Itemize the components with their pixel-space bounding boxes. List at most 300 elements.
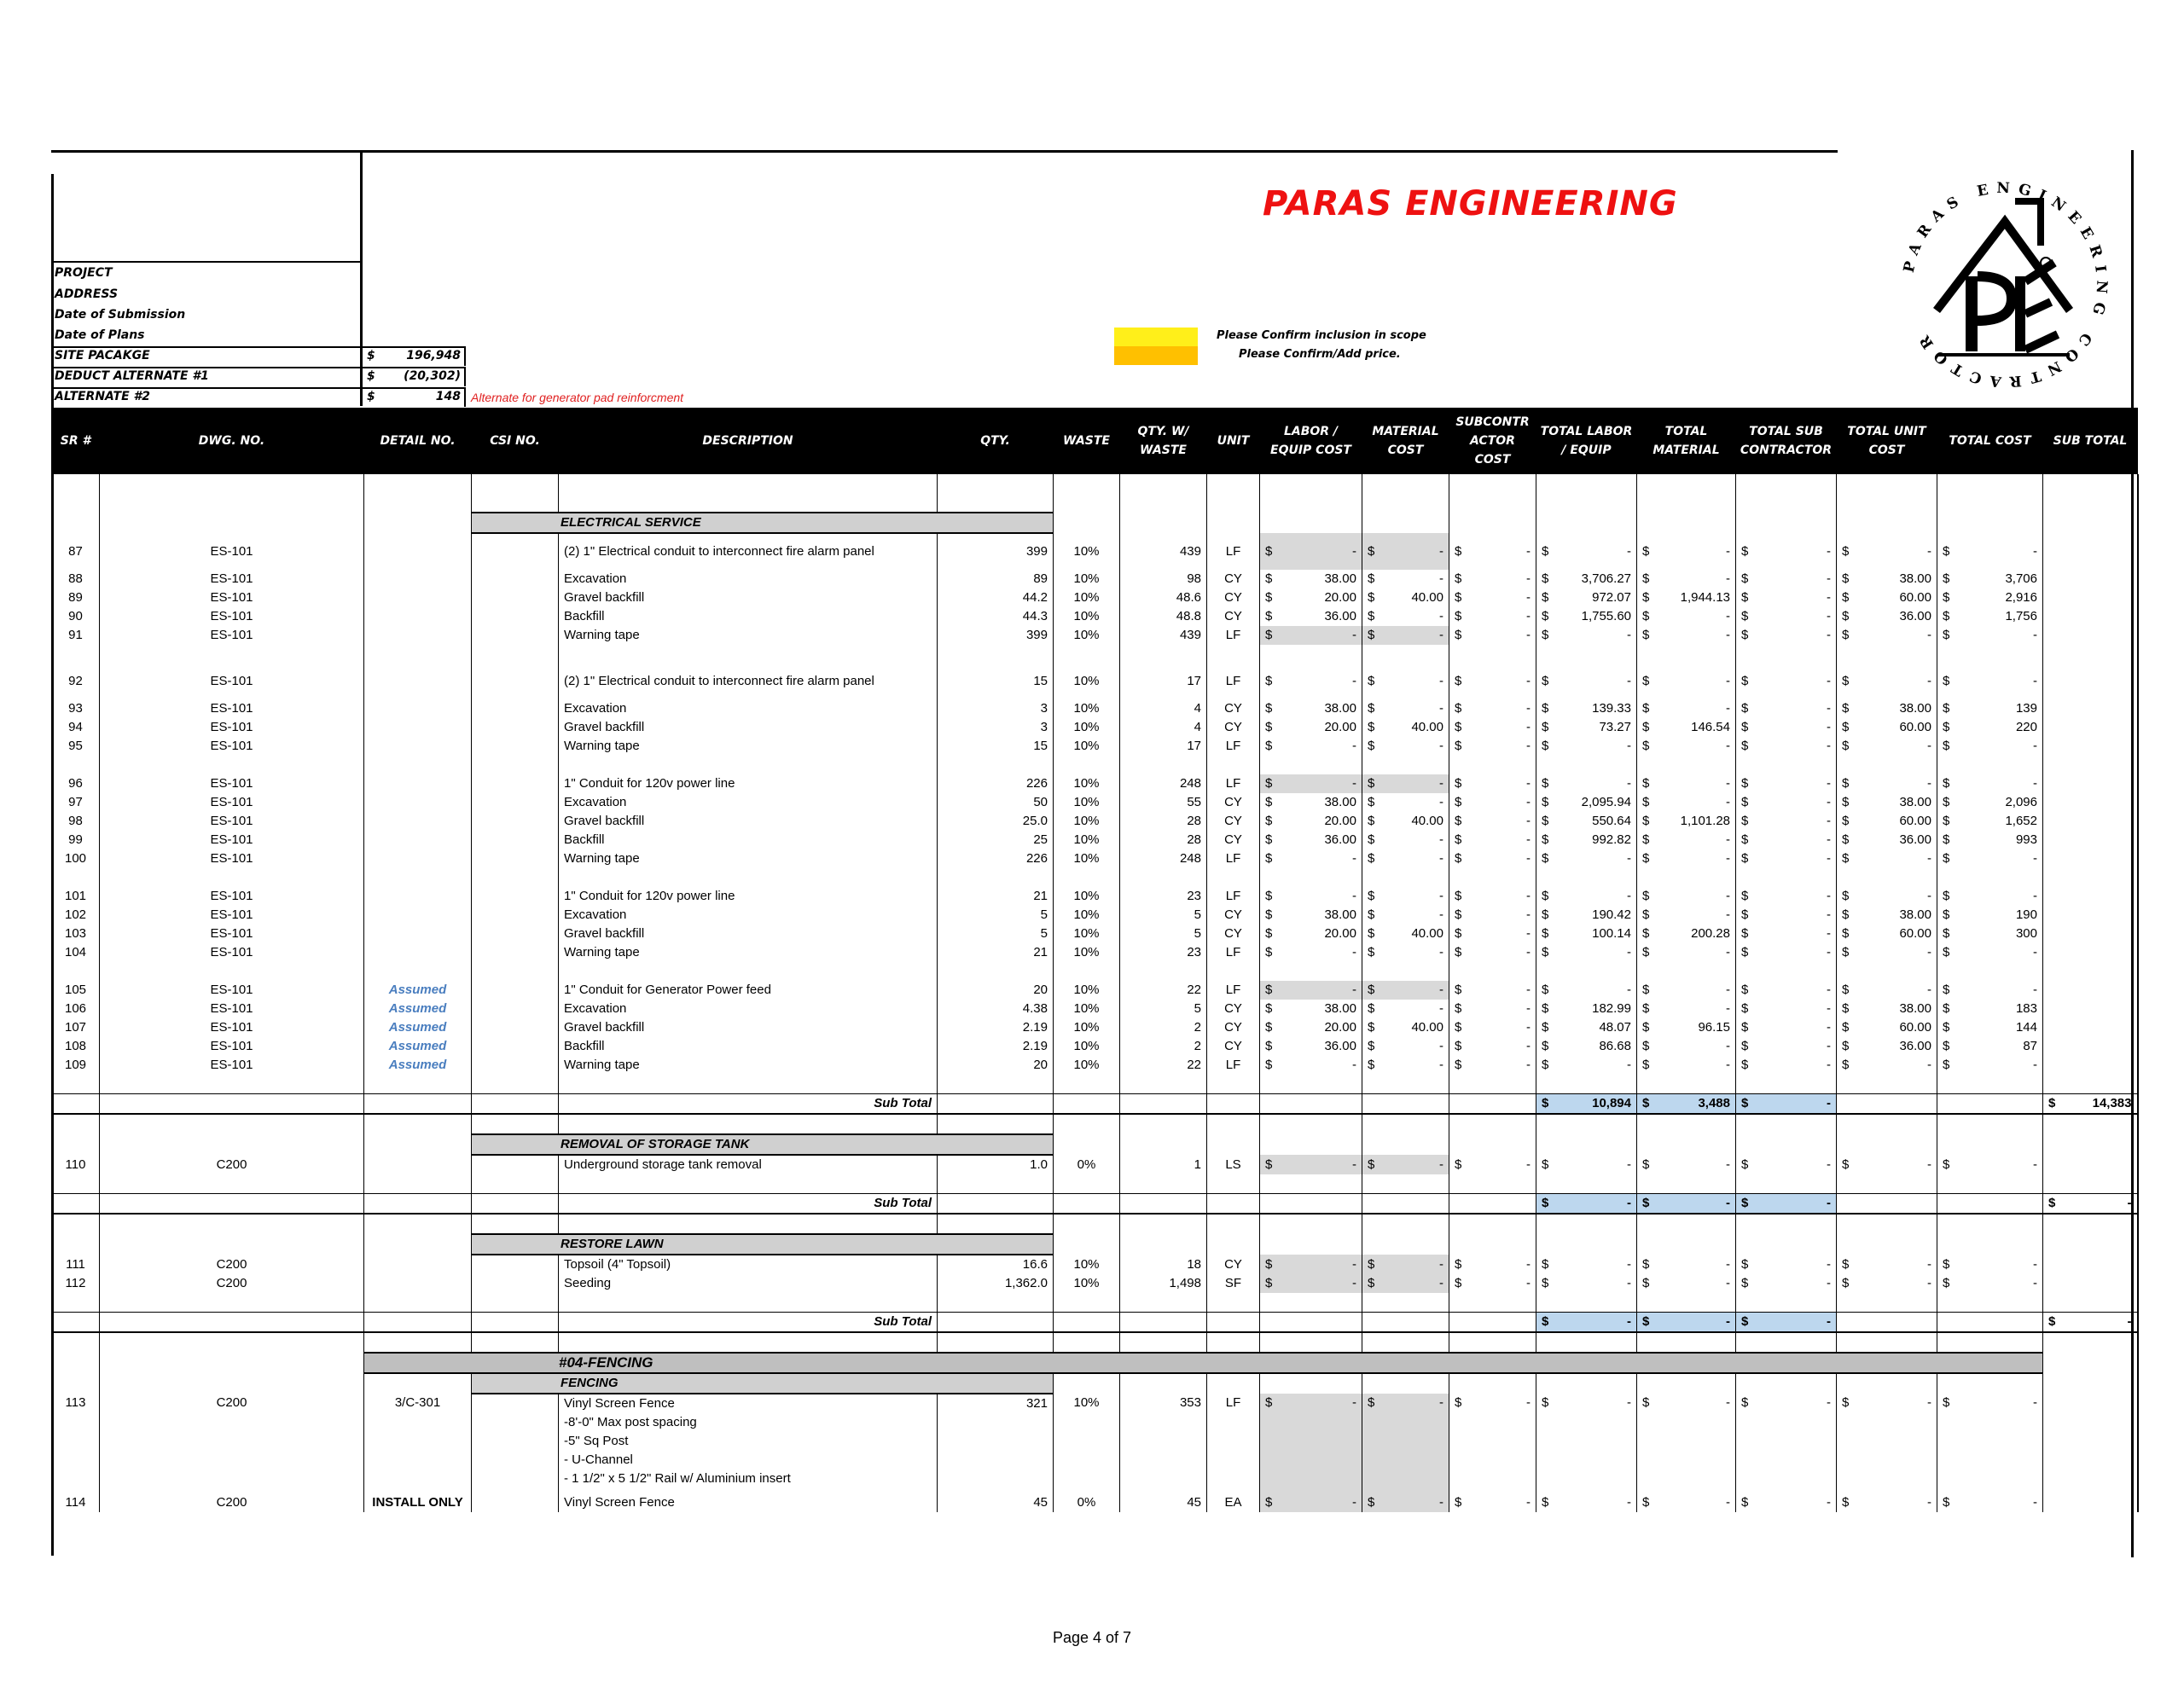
currency-symbol: $ xyxy=(1943,739,1950,753)
total-labor-equip-value: - xyxy=(1627,1495,1631,1510)
empty-cell xyxy=(1054,493,1120,513)
total-cost xyxy=(1937,533,2043,570)
total-cost-value: 220 xyxy=(2015,720,2037,734)
empty-cell xyxy=(1637,1075,1736,1094)
total-labor-equip-value: 992.82 xyxy=(1592,832,1631,847)
total-material-value: - xyxy=(1726,609,1730,623)
csi-number xyxy=(472,831,559,849)
labor-equip-cost xyxy=(1260,981,1362,1000)
labor-equip-cost xyxy=(1260,1493,1362,1512)
currency-symbol: $ xyxy=(1642,720,1650,734)
currency-symbol: $ xyxy=(1842,889,1850,903)
empty-cell xyxy=(1054,1214,1120,1234)
quantity-with-waste: 18 xyxy=(1120,1255,1207,1274)
company-name: PARAS ENGINEERING xyxy=(1263,184,1678,223)
empty-cell xyxy=(1207,1194,1260,1215)
currency-symbol: $ xyxy=(1455,1058,1462,1072)
quantity-with-waste: 439 xyxy=(1120,533,1207,570)
currency-symbol: $ xyxy=(1542,1039,1549,1053)
empty-cell xyxy=(1837,1174,1937,1194)
legend-yellow-swatch xyxy=(1114,328,1198,346)
material-cost-value: - xyxy=(1439,1276,1443,1290)
currency-symbol: $ xyxy=(1542,814,1549,828)
currency-symbol: $ xyxy=(1368,571,1375,586)
currency-symbol: $ xyxy=(1741,795,1749,809)
line-item-row xyxy=(52,570,2138,588)
empty-cell xyxy=(52,962,100,981)
quantity: 399 xyxy=(938,626,1054,645)
empty-cell xyxy=(1054,1293,1120,1313)
column-header-waste: WASTE xyxy=(1054,408,1120,474)
total-material-value: - xyxy=(1726,1495,1730,1510)
total-material-value: 200.28 xyxy=(1691,926,1730,941)
currency-symbol: $ xyxy=(1368,543,1375,559)
description: Backfill xyxy=(559,831,938,849)
empty-cell xyxy=(364,1114,472,1134)
currency-symbol: $ xyxy=(1943,795,1950,809)
subcontractor-cost-value: - xyxy=(1526,1001,1531,1016)
empty-cell xyxy=(1536,1214,1637,1234)
currency-symbol: $ xyxy=(1943,674,1950,688)
subtotal-labor xyxy=(1536,1313,1637,1333)
empty-cell xyxy=(1207,1373,1260,1394)
total-unit-cost-value: - xyxy=(1927,674,1931,688)
currency-symbol: $ xyxy=(1368,907,1375,922)
unit: CY xyxy=(1207,1018,1260,1037)
description-line: -5" Sq Post xyxy=(564,1434,629,1448)
sub-total xyxy=(2043,906,2138,925)
labor-equip-cost xyxy=(1260,1037,1362,1056)
total-labor-equip xyxy=(1536,718,1637,737)
empty-cell xyxy=(1362,868,1449,887)
material-cost-value: - xyxy=(1439,571,1443,586)
total-subcontractor-value: - xyxy=(1827,571,1831,586)
empty-cell xyxy=(1837,868,1937,887)
unit: CY xyxy=(1207,812,1260,831)
column-header-labor-equip-cost: LABOR / EQUIP COST xyxy=(1260,408,1362,474)
subcontractor-cost-value: - xyxy=(1526,832,1531,847)
empty-cell xyxy=(1837,1234,1937,1255)
sub-total xyxy=(2043,1018,2138,1037)
currency-symbol: $ xyxy=(1368,832,1375,847)
currency-symbol: $ xyxy=(367,390,375,403)
currency-symbol: $ xyxy=(1741,1058,1749,1072)
total-cost-value: 3,706 xyxy=(2005,571,2037,586)
empty-cell xyxy=(1637,645,1736,664)
total-labor-equip xyxy=(1536,1155,1637,1174)
labor-equip-cost xyxy=(1260,812,1362,831)
project-label: PROJECT xyxy=(55,266,113,280)
material-cost-value: - xyxy=(1439,701,1443,716)
empty-cell xyxy=(1120,1293,1207,1313)
empty-cell xyxy=(100,1214,364,1234)
empty-cell xyxy=(1837,1293,1937,1313)
labor-equip-cost xyxy=(1260,1255,1362,1274)
description-line: -8'-0" Max post spacing xyxy=(564,1415,697,1429)
material-cost xyxy=(1362,774,1449,793)
empty-cell xyxy=(1260,1174,1362,1194)
empty-cell xyxy=(559,1293,938,1313)
currency-symbol: $ xyxy=(1542,701,1549,716)
empty-cell xyxy=(472,1313,559,1333)
sub-total xyxy=(2043,664,2138,699)
total-unit-cost-value: 60.00 xyxy=(1899,926,1931,941)
sr-number: 111 xyxy=(52,1255,100,1274)
empty-cell xyxy=(1937,962,2043,981)
currency-symbol: $ xyxy=(1368,1001,1375,1016)
total-subcontractor-value: - xyxy=(1827,1256,1831,1272)
currency-symbol: $ xyxy=(1455,628,1462,642)
empty-cell xyxy=(472,962,559,981)
currency-symbol: $ xyxy=(1368,1256,1375,1272)
sr-number: 92 xyxy=(52,664,100,699)
currency-symbol: $ xyxy=(1741,609,1749,623)
total-unit-cost-value: 38.00 xyxy=(1899,571,1931,586)
labor-equip-cost xyxy=(1260,626,1362,645)
total-labor-equip xyxy=(1536,1255,1637,1274)
waste-percent: 10% xyxy=(1054,831,1120,849)
empty-cell xyxy=(1736,1114,1837,1134)
currency-symbol: $ xyxy=(1455,776,1462,791)
empty-cell xyxy=(52,1214,100,1234)
total-labor-equip-value: 48.07 xyxy=(1599,1020,1631,1035)
logo-mark-icon xyxy=(1937,201,2070,355)
deduct-alt1-value: (20,302) xyxy=(404,369,461,383)
empty-cell xyxy=(559,1114,938,1134)
material-cost-value: - xyxy=(1439,983,1443,997)
currency-symbol: $ xyxy=(1265,814,1273,828)
currency-symbol: $ xyxy=(1455,889,1462,903)
currency-symbol: $ xyxy=(1943,907,1950,922)
total-unit-cost-value: - xyxy=(1927,851,1931,866)
material-cost xyxy=(1362,1255,1449,1274)
total-unit-cost-value: - xyxy=(1927,543,1931,559)
column-header-total-material: TOTAL MATERIAL xyxy=(1637,408,1736,474)
empty-cell xyxy=(559,756,938,774)
description: Gravel backfill xyxy=(559,812,938,831)
currency-symbol: $ xyxy=(1542,590,1549,605)
waste-percent: 0% xyxy=(1054,1493,1120,1512)
waste-percent: 10% xyxy=(1054,1000,1120,1018)
empty-cell xyxy=(1449,1114,1536,1134)
empty-cell xyxy=(1937,756,2043,774)
empty-cell xyxy=(1362,1373,1449,1394)
quantity-with-waste: 248 xyxy=(1120,774,1207,793)
currency-symbol: $ xyxy=(1741,945,1749,959)
material-cost-value: - xyxy=(1439,851,1443,866)
empty-cell xyxy=(1637,1174,1736,1194)
legend-confirm-price: Please Confirm/Add price. xyxy=(1239,348,1401,361)
division-row xyxy=(52,1353,2138,1373)
csi-number xyxy=(472,1394,559,1493)
currency-symbol: $ xyxy=(1542,1276,1549,1290)
quantity-with-waste: 2 xyxy=(1120,1037,1207,1056)
material-cost xyxy=(1362,588,1449,607)
sub-total xyxy=(2043,626,2138,645)
currency-symbol: $ xyxy=(1265,628,1273,642)
empty-cell xyxy=(559,474,938,493)
empty-cell xyxy=(472,1194,559,1215)
labor-equip-cost-value: - xyxy=(1352,1256,1356,1272)
subcontractor-cost xyxy=(1449,570,1536,588)
currency-symbol: $ xyxy=(1265,609,1273,623)
total-cost-value: 139 xyxy=(2015,701,2037,716)
column-header-material-cost: MATERIAL COST xyxy=(1362,408,1449,474)
empty-cell xyxy=(1120,962,1207,981)
empty-cell xyxy=(364,493,472,513)
sr-number: 96 xyxy=(52,774,100,793)
empty-cell xyxy=(559,1075,938,1094)
total-material xyxy=(1637,849,1736,868)
waste-percent: 10% xyxy=(1054,737,1120,756)
empty-cell xyxy=(938,1332,1054,1353)
total-unit-cost xyxy=(1837,1255,1937,1274)
subtotal-label: Sub Total xyxy=(559,1194,938,1215)
total-material xyxy=(1637,793,1736,812)
empty-cell xyxy=(1207,1234,1260,1255)
total-material-value: - xyxy=(1726,795,1730,809)
empty-cell xyxy=(938,1114,1054,1134)
description: (2) 1" Electrical conduit to interconnect fire alarm panel xyxy=(559,533,938,570)
detail-number xyxy=(364,718,472,737)
empty-cell xyxy=(1937,868,2043,887)
empty-cell xyxy=(1937,1293,2043,1313)
dwg-number: ES-101 xyxy=(100,626,364,645)
total-unit-cost xyxy=(1837,533,1937,570)
currency-symbol: $ xyxy=(1943,609,1950,623)
total-unit-cost xyxy=(1837,831,1937,849)
quantity: 89 xyxy=(938,570,1054,588)
dwg-number: ES-101 xyxy=(100,981,364,1000)
empty-cell xyxy=(52,1293,100,1313)
labor-equip-cost xyxy=(1260,699,1362,718)
currency-symbol: $ xyxy=(1642,1020,1650,1035)
currency-symbol: $ xyxy=(1542,1196,1549,1210)
empty-cell xyxy=(52,756,100,774)
empty-cell xyxy=(1207,1293,1260,1313)
quantity-with-waste: 28 xyxy=(1120,831,1207,849)
detail-number xyxy=(364,607,472,626)
waste-percent: 10% xyxy=(1054,664,1120,699)
total-material xyxy=(1637,831,1736,849)
material-cost xyxy=(1362,1394,1449,1493)
column-header-total-subcontractor: TOTAL SUB CONTRACTOR xyxy=(1736,408,1837,474)
total-unit-cost-value: - xyxy=(1927,1157,1931,1172)
empty-cell xyxy=(1260,645,1362,664)
currency-symbol: $ xyxy=(1642,1256,1650,1272)
sr-number: 100 xyxy=(52,849,100,868)
total-unit-cost-value: - xyxy=(1927,945,1931,959)
dwg-number: ES-101 xyxy=(100,887,364,906)
total-cost-value: 300 xyxy=(2015,926,2037,941)
currency-symbol: $ xyxy=(1542,720,1549,734)
sub-total xyxy=(2043,849,2138,868)
material-cost-value: - xyxy=(1439,907,1443,922)
currency-symbol: $ xyxy=(1642,851,1650,866)
empty-cell xyxy=(1736,756,1837,774)
empty-cell xyxy=(364,868,472,887)
empty-cell xyxy=(1260,1373,1362,1394)
quantity: 15 xyxy=(938,737,1054,756)
quantity: 399 xyxy=(938,533,1054,570)
currency-symbol: $ xyxy=(1741,674,1749,688)
empty-cell xyxy=(52,513,100,533)
quantity-with-waste: 22 xyxy=(1120,1056,1207,1075)
dwg-number: ES-101 xyxy=(100,699,364,718)
total-cost xyxy=(1937,1394,2043,1493)
company-logo xyxy=(1887,167,2123,403)
subtotal-subcontractor xyxy=(1736,1194,1837,1215)
currency-symbol: $ xyxy=(1542,674,1549,688)
empty-cell xyxy=(1937,1075,2043,1094)
empty-cell xyxy=(559,645,938,664)
waste-percent: 10% xyxy=(1054,943,1120,962)
currency-symbol: $ xyxy=(1642,1395,1650,1410)
total-cost-value: - xyxy=(2033,983,2037,997)
empty-cell xyxy=(1837,1332,1937,1353)
material-cost-value: - xyxy=(1439,832,1443,847)
empty-cell xyxy=(938,645,1054,664)
total-unit-cost-value: 38.00 xyxy=(1899,907,1931,922)
subcontractor-cost xyxy=(1449,887,1536,906)
description: Warning tape xyxy=(559,626,938,645)
sr-number: 91 xyxy=(52,626,100,645)
empty-cell xyxy=(1837,493,1937,513)
material-cost xyxy=(1362,533,1449,570)
quantity: 1.0 xyxy=(938,1155,1054,1174)
currency-symbol: $ xyxy=(1542,1001,1549,1016)
currency-symbol: $ xyxy=(1943,1157,1950,1172)
total-material xyxy=(1637,718,1736,737)
currency-symbol: $ xyxy=(1842,1395,1850,1410)
total-material xyxy=(1637,626,1736,645)
total-cost xyxy=(1937,588,2043,607)
alt2-note: Alternate for generator pad reinforcment xyxy=(471,391,684,404)
site-package-label: SITE PACAKGE xyxy=(55,349,150,362)
sr-number: 112 xyxy=(52,1274,100,1293)
total-cost-value: - xyxy=(2033,851,2037,866)
total-subcontractor xyxy=(1736,1037,1837,1056)
empty-cell xyxy=(1362,474,1449,493)
description: Gravel backfill xyxy=(559,588,938,607)
empty-cell xyxy=(52,1114,100,1134)
labor-equip-cost-value: - xyxy=(1352,983,1356,997)
empty-cell xyxy=(1260,1313,1362,1333)
empty-cell xyxy=(2043,1134,2138,1155)
sub-total xyxy=(2043,943,2138,962)
quantity: 20 xyxy=(938,981,1054,1000)
quantity: 50 xyxy=(938,793,1054,812)
detail-number: Assumed xyxy=(364,1000,472,1018)
total-material-value: 146.54 xyxy=(1691,720,1730,734)
total-cost-value: - xyxy=(2033,1058,2037,1072)
empty-cell xyxy=(1449,1094,1536,1115)
line-item-row xyxy=(52,849,2138,868)
currency-symbol: $ xyxy=(1842,1256,1850,1272)
subcontractor-cost xyxy=(1449,1018,1536,1037)
currency-symbol: $ xyxy=(1455,543,1462,559)
total-material xyxy=(1637,1255,1736,1274)
empty-cell xyxy=(1054,1174,1120,1194)
currency-symbol: $ xyxy=(1542,1058,1549,1072)
currency-symbol: $ xyxy=(1368,983,1375,997)
empty-cell xyxy=(52,1174,100,1194)
sr-number: 114 xyxy=(52,1493,100,1512)
subcontractor-cost-value: - xyxy=(1526,1039,1531,1053)
total-unit-cost xyxy=(1837,588,1937,607)
line-item-row xyxy=(52,774,2138,793)
currency-symbol: $ xyxy=(1455,590,1462,605)
empty-cell xyxy=(364,1075,472,1094)
subcontractor-cost xyxy=(1449,1155,1536,1174)
currency-symbol: $ xyxy=(1265,701,1273,716)
labor-equip-cost xyxy=(1260,906,1362,925)
material-cost-value: - xyxy=(1439,1256,1443,1272)
line-item-row xyxy=(52,718,2138,737)
empty-cell xyxy=(52,474,100,493)
csi-number xyxy=(472,793,559,812)
currency-symbol: $ xyxy=(1542,1096,1549,1110)
subcontractor-cost xyxy=(1449,1274,1536,1293)
empty-cell xyxy=(1120,493,1207,513)
total-cost-value: - xyxy=(2033,543,2037,559)
total-unit-cost xyxy=(1837,1000,1937,1018)
empty-cell xyxy=(100,1313,364,1333)
unit: CY xyxy=(1207,607,1260,626)
total-unit-cost xyxy=(1837,906,1937,925)
total-material-value: - xyxy=(1726,1157,1730,1172)
total-labor-equip xyxy=(1536,1018,1637,1037)
total-unit-cost-value: - xyxy=(1927,1276,1931,1290)
total-subcontractor-value: - xyxy=(1827,851,1831,866)
dwg-number: ES-101 xyxy=(100,1000,364,1018)
material-cost xyxy=(1362,699,1449,718)
empty-cell xyxy=(1260,1114,1362,1134)
empty-cell xyxy=(1054,1094,1120,1115)
currency-symbol: $ xyxy=(1368,776,1375,791)
empty-cell xyxy=(2043,1293,2138,1313)
labor-equip-cost xyxy=(1260,943,1362,962)
description: Warning tape xyxy=(559,943,938,962)
detail-number xyxy=(364,664,472,699)
detail-number xyxy=(364,774,472,793)
empty-cell xyxy=(472,1094,559,1115)
empty-cell xyxy=(2043,868,2138,887)
sub-total xyxy=(2043,774,2138,793)
labor-equip-cost xyxy=(1260,737,1362,756)
sub-total xyxy=(2043,718,2138,737)
currency-symbol: $ xyxy=(1741,590,1749,605)
labor-equip-cost-value: - xyxy=(1352,628,1356,642)
labor-equip-cost xyxy=(1260,1000,1362,1018)
line-item-row xyxy=(52,1056,2138,1075)
empty-cell xyxy=(1937,1094,2043,1115)
sr-number: 113 xyxy=(52,1394,100,1493)
empty-cell xyxy=(1837,1214,1937,1234)
currency-symbol: $ xyxy=(1642,1314,1650,1329)
currency-symbol: $ xyxy=(1455,926,1462,941)
empty-cell xyxy=(1120,645,1207,664)
empty-cell xyxy=(1937,645,2043,664)
currency-symbol: $ xyxy=(1741,1096,1749,1110)
currency-symbol: $ xyxy=(1265,795,1273,809)
dwg-number: ES-101 xyxy=(100,793,364,812)
empty-cell xyxy=(1937,1134,2043,1155)
total-subcontractor xyxy=(1736,831,1837,849)
dwg-number: ES-101 xyxy=(100,570,364,588)
empty-cell xyxy=(1120,1094,1207,1115)
dwg-number: C200 xyxy=(100,1493,364,1512)
